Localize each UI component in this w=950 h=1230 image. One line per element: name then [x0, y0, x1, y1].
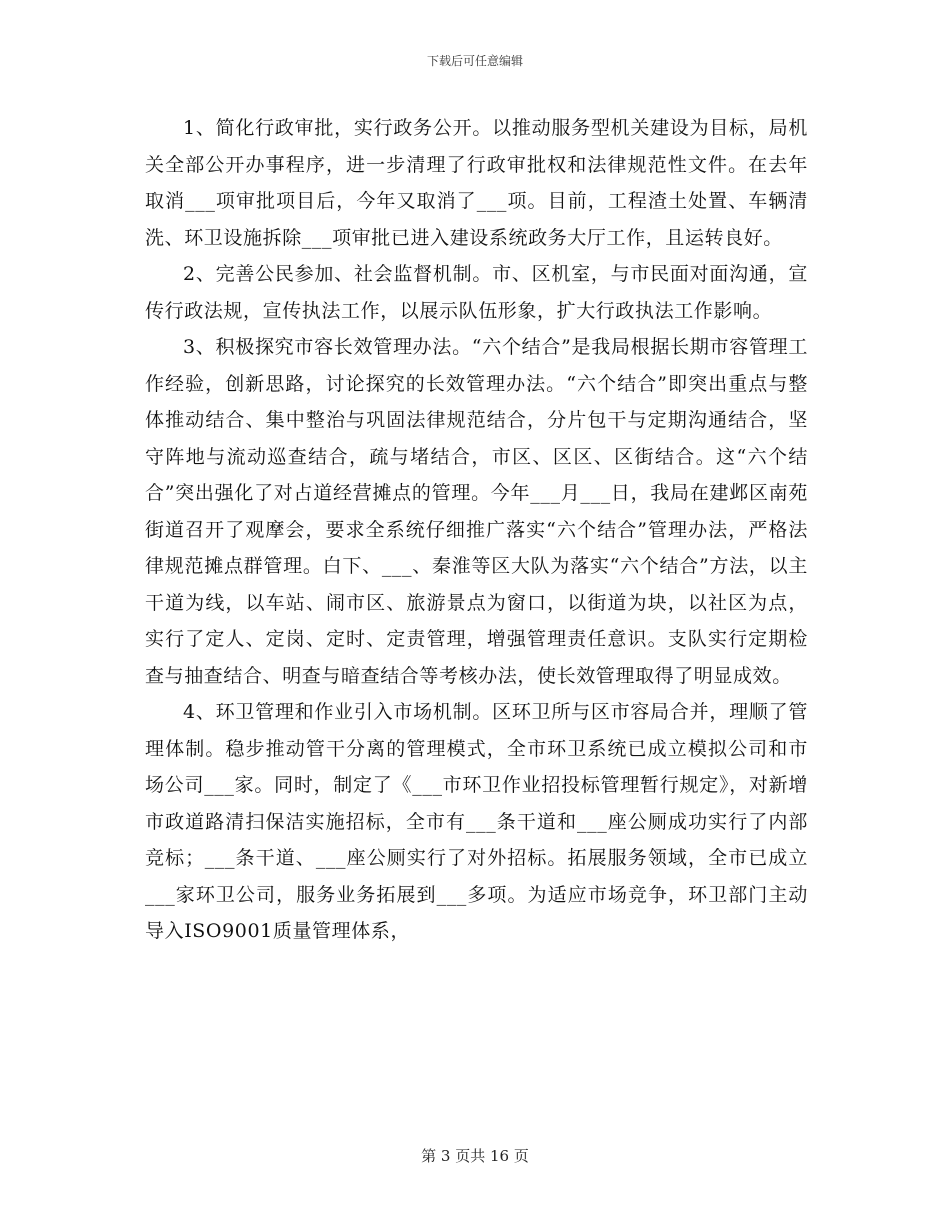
page-header: 下载后可任意编辑	[426, 54, 523, 68]
paragraph-1: 1、简化行政审批，实行政务公开。以推动服务型机关建设为目标，局机关全部公开办事程序，进一步清理了行政审批权和法律规范性文件。在去年取消___项审批项目后，今年又取消了___项。目前，工程渣土处置、车辆清洗、环卫设施拆除___项审批已进入建设系统政务大厅工作，且运转良好。	[145, 117, 808, 249]
paragraph-3: 3、积极探究市容长效管理办法。“六个结合”是我局根据长期市容管理工作经验，创新思路，讨论探究的长效管理办法。“六个结合”即突出重点与整体推动结合、集中整治与巩固法律规范结合，分片包干与定期沟通结合，坚守阵地与流动巡查结合，疏与堵结合，市区、区区、区街结合。这“六个结合”突出强化了对占道经营摊点的管理。今年___月___日，我局在建邺区南苑街道召开了观摩会，要求全系统仔细推广落实“六个结合”管理办法，严格法律规范摊点群管理。白下、___、秦淮等区大队为落实“六个结合”方法，以主干道为线，以车站、闹市区、旅游景点为窗口，以街道为块，以社区为点，实行了定人、定岗、定时、定责管理，增强管理责任意识。支队实行定期检查与抽查结合、明查与暗查结合等考核办法，使长效管理取得了明显成效。	[145, 336, 808, 687]
paragraph-2: 2、完善公民参加、社会监督机制。市、区机室，与市民面对面沟通，宣传行政法规，宣传执法工作，以展示队伍形象，扩大行政执法工作影响。	[145, 263, 808, 322]
document-body	[145, 110, 808, 950]
paragraph-4: 4、环卫管理和作业引入市场机制。区环卫所与区市容局合并，理顺了管理体制。稳步推动管干分离的管理模式，全市环卫系统已成立模拟公司和市场公司___家。同时，制定了《___市环卫作业招投标管理暂行规定》，对新增市政道路清扫保洁实施招标，全市有___条干道和___座公厕成功实行了内部竞标；___条干道、___座公厕实行了对外招标。拓展服务领域，全市已成立___家环卫公司，服务业务拓展到___多项。为适应市场竞争，环卫部门主动导入ISO9001质量管理体系，	[145, 701, 808, 942]
page-number-footer: 第 3 页共 16 页	[421, 1147, 529, 1165]
